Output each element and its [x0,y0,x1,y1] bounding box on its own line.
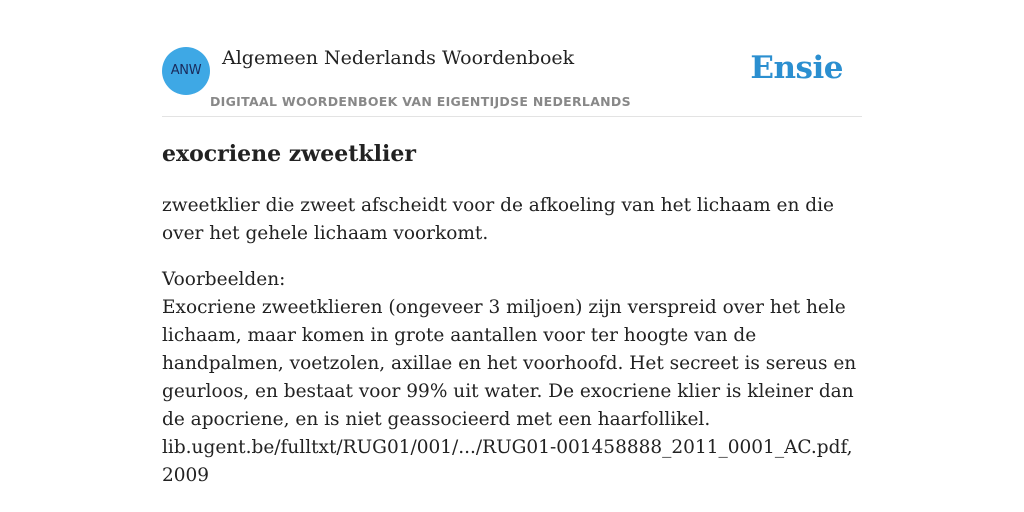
anw-logo[interactable]: ANW [162,47,210,95]
examples-label: Voorbeelden: [162,269,286,290]
example-text: Exocriene zweetklieren (ongeveer 3 miljoen) zijn verspreid over het hele lichaam, maar komen in grote aantallen voor ter hoogte van de handpalmen, voetzolen, axillae en het voorhoofd. Het secreet is sereus en geurloos, en bestaat voor 99% uit water. De exocriene klier is kleiner dan de apocriene, en is niet geassocieerd met een haarfollikel. [162,297,857,430]
site-subtitle: DIGITAAL WOORDENBOEK VAN EIGENTIJDSE NEDERLANDS [210,94,631,109]
entry-headword: exocriene zweetklier [162,141,416,167]
examples-section [162,266,864,490]
entry-definition: zweetklier die zweet afscheidt voor de afkoeling van het lichaam en die over het gehele lichaam voorkomt. [162,195,834,244]
ensie-logo[interactable]: Ensie [750,50,843,86]
site-header [162,44,862,117]
site-title[interactable]: Algemeen Nederlands Woordenboek [222,47,575,69]
entry-content [162,138,864,490]
example-source: lib.ugent.be/fulltxt/RUG01/001/.../RUG01-001458888_2011_0001_AC.pdf, 2009 [162,437,853,486]
